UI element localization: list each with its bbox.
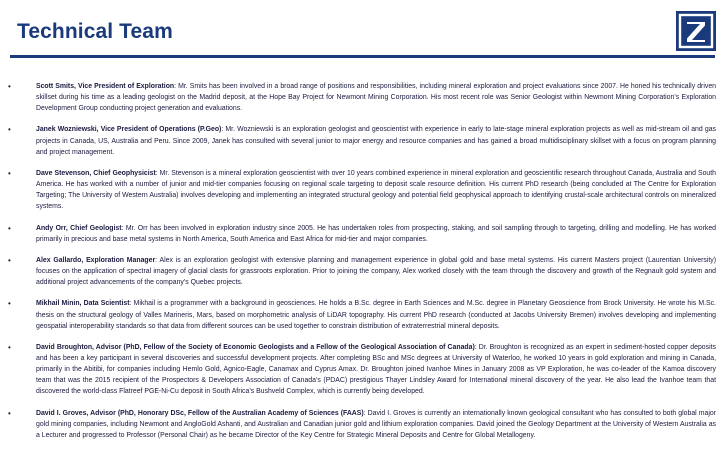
z-logo-icon [676,11,716,51]
team-list [8,81,716,451]
member-bio: Mr. Orr has been involved in exploration industry since 2005. He has undertaken roles from prospecting, staking, and soil sampling through to targeting, drilling and modelling. He has worked primarily in precious and base metal systems in North America, South America and East Africa for mid-tier and major companies. [36,224,716,243]
member-bio: Dr. Broughton is recognized as an expert in sediment-hosted copper deposits and has been a key participant in several discoveries and successful development projects. After completing BSc and MSc degrees at University of Waterloo, he worked 10 years in gold exploration and mining in Canada, primarily in the Abitibi, for companies including Hemlo Gold, Agnico-Eagle, Canamax and Cyprus Amax. Dr. Broughton joined Ivanhoe Mines in January 2008 as VP Exploration, he was co-leader of the Kamoa discovery team that was the 2015 recipient of the Prospectors & Developers Association of Canada’s (PDAC) prestigious Thayer Lindsley Award for International mineral discovery of the year. He also lead the Ivanhoe team that discovered the world-class Flatreef PGE-Ni-Cu deposit in South Africa’s Bushveld Complex, which is currently being developed. [36,343,716,396]
bullet-icon: • [8,342,11,352]
bullet-icon: • [8,299,11,309]
bullet-icon: • [8,125,11,135]
member-bio: Mikhail is a programmer with a background in geosciences. He holds a B.Sc. degree in Earth Sciences and M.Sc. degree in Planetary Geoscience from Brock University. He wrote his M.Sc. thesis on the structural geology of Valles Marineris, Mars, based on morphometric analysis of LiDAR topography. His current PhD research (conducted at Jacobs University Bremen) involves developing and implementing geospatial interoperability standards so that data from different sources can be used together to constrain distribution of extraterrestrial mineral deposits. [36,300,716,330]
member-bio: Mr. Smits has been involved in a broad range of positions and responsibilities, including mineral exploration and project evaluations since 2007. He honed his technically driven skillset during his time as a leading geologist on the Madrid deposit, at the Hope Bay Project for Newmont Mining Corporation. His most recent role was Senior Geologist within Newmont Mining Corporation’s Exploration Development Group conducting project generation and evaluations. [36,83,716,113]
team-member-item: • Andy Orr, Chief Geologist: Mr. Orr has been involved in exploration industry since 2005. He has undertaken roles from prospecting, staking, and soil sampling through to targeting, drilling and modelling. He has worked primarily in precious and base metal systems in North America, South America and East Africa for mid-tier and major companies. [8,223,716,243]
member-name: Andy Orr, Chief Geologist [36,224,122,232]
member-bio: David I. Groves is currently an internationally known geological consultant who has consulted to both global major gold mining companies, including Newmont and AngloGold Ashanti, and Australian and Canadian junior gold and lithium exploration companies. David joined the Geology Department at the University of Western Australia as a Lecturer and progressed to Professor (Personal Chair) as he became Director of the Key Centre for Strategic Mineral Deposits and Centre for Global Metallogeny. [36,409,716,439]
team-member-item: • Alex Gallardo, Exploration Manager: Alex is an exploration geologist with extensive planning and management experience in global gold and base metal systems. His current Masters project (Laurentian University) focuses on the application of spectral imagery of glacial clasts for grassroots exploration. Prior to joining the company, Alex worked closely with the team through the discovery and growth of the Regnault gold system and additional project advancements of the company’s Quebec projects. [8,255,717,287]
member-name: Alex Gallardo, Exploration Manager [36,256,156,264]
page-title: Technical Team [17,20,173,43]
team-member-item: • Scott Smits, Vice President of Exploration: Mr. Smits has been involved in a broad range of positions and responsibilities, including mineral exploration and project evaluations since 2007. He honed his technically driven skillset during his time as a leading geologist on the Madrid deposit, at the Hope Bay Project for Newmont Mining Corporation. His most recent role was Senior Geologist within Newmont Mining Corporation’s Exploration Development Group conducting project generation and evaluations. [8,82,716,113]
bullet-icon: • [8,168,11,178]
member-bio: Alex is an exploration geologist with extensive planning and management experience in global gold and base metal systems. His current Masters project (Laurentian University) focuses on the application of spectral imagery of glacial clasts for grassroots exploration. Prior to joining the company, Alex worked closely with the team through the discovery and growth of the Regnault gold system and additional project advancements of the company’s Quebec projects. [36,256,717,287]
team-member-item: • Janek Wozniewski, Vice President of Operations (P.Geo): Mr. Wozniewski is an exploration geologist and geoscientist with experience in early to late-stage mineral exploration projects as well as mid-stream oil and gas projects in Canada, US, Australia and Peru. Since 2009, Janek has consulted with several junior to major energy and resource companies and has gained a broad multidisciplinary skillset with a focus on program planning and project management. [8,125,716,156]
member-name: David I. Groves, Advisor (PhD, Honorary DSc, Fellow of the Australian Academy of Sciences (FAAS) [36,409,364,417]
team-member-item: • Mikhail Minin, Data Scientist: Mikhail is a programmer with a background in geosciences. He holds a B.Sc. degree in Earth Sciences and M.Sc. degree in Planetary Geoscience from Brock University. He wrote his M.Sc. thesis on the structural geology of Valles Marineris, Mars, based on morphometric analysis of LiDAR topography. His current PhD research (conducted at Jacobs University Bremen) involves developing and implementing geospatial interoperability standards so that data from different sources can be used together to constrain distribution of extraterrestrial mineral deposits. [8,299,716,330]
bullet-icon: • [8,408,11,418]
bullet-icon: • [8,82,11,91]
team-member-item: • Dave Stevenson, Chief Geophysicist: Mr. Stevenson is a mineral exploration geoscientist with over 10 years combined experience in mineral exploration and geoscientific research throughout Canada, Australia and South America. He has worked with a number of junior and mid-tier companies focusing on regional scale targeting to deposit scale resource definition. His current PhD research (being concluded at The Centre for Exploration Targeting; The University of Western Australia) involves developing and implementing an integrated structural geology and potential field geophysical approach to identifying crustal-scale architectural controls on mineralized systems. [8,168,716,211]
member-name: Scott Smits, Vice President of Exploration [36,83,175,90]
member-name: Janek Wozniewski, Vice President of Operations (P.Geo) [36,126,222,134]
member-name: Dave Stevenson, Chief Geophysicist [36,169,156,177]
team-member-item: • David I. Groves, Advisor (PhD, Honorary DSc, Fellow of the Australian Academy of Sciences (FAAS): David I. Groves is currently an internationally known geological consultant who has consulted to both global major gold mining companies, including Newmont and AngloGold Ashanti, and Australian and Canadian junior gold and lithium exploration companies. David joined the Geology Department at the University of Western Australia as a Lecturer and progressed to Professor (Personal Chair) as he became Director of the Key Centre for Strategic Mineral Deposits and Centre for Global Metallogeny. [8,408,716,439]
bullet-icon: • [8,255,11,265]
member-name: Mikhail Minin, Data Scientist [36,300,130,308]
member-name: David Broughton, Advisor (PhD, Fellow of the Society of Economic Geologists and a Fellow of the Geological Association of Canada) [36,343,475,351]
bullet-icon: • [8,223,11,233]
member-bio: Mr. Stevenson is a mineral exploration geoscientist with over 10 years combined experience in mineral exploration and geoscientific research throughout Canada, Australia and South America. He has worked with a number of junior and mid-tier companies focusing on regional scale targeting to deposit scale resource definition. His current PhD research (being concluded at The Centre for Exploration Targeting; The University of Western Australia) involves developing and implementing an integrated structural geology and potential field geophysical approach to identifying crustal-scale architectural controls on mineralized systems. [36,169,716,211]
title-divider [10,55,715,58]
member-bio: Mr. Wozniewski is an exploration geologist and geoscientist with experience in early to late-stage mineral exploration projects as well as mid-stream oil and gas projects in Canada, US, Australia and Peru. Since 2009, Janek has consulted with several junior to major energy and resource companies and has gained a broad multidisciplinary skillset with a focus on program planning and project management. [36,126,716,156]
team-member-item: • David Broughton, Advisor (PhD, Fellow of the Society of Economic Geologists and a Fellow of the Geological Association of Canada): Dr. Broughton is recognized as an expert in sediment-hosted copper deposits and has been a key participant in several discoveries and successful development projects. After completing BSc and MSc degrees at University of Waterloo, he worked 10 years in gold exploration and mining in Canada, primarily in the Abitibi, for companies including Hemlo Gold, Agnico-Eagle, Canamax and Cyprus Amax. Dr. Broughton joined Ivanhoe Mines in January 2008 as VP Exploration, he was co-leader of the Kamoa discovery team that was the 2015 recipient of the Prospectors & Developers Association of Canada’s (PDAC) prestigious Thayer Lindsley Award for International mineral discovery of the year. He also lead the Ivanhoe team that discovered the world-class Flatreef PGE-Ni-Cu deposit in South Africa’s Bushveld Complex, which is currently being developed. [8,342,716,396]
